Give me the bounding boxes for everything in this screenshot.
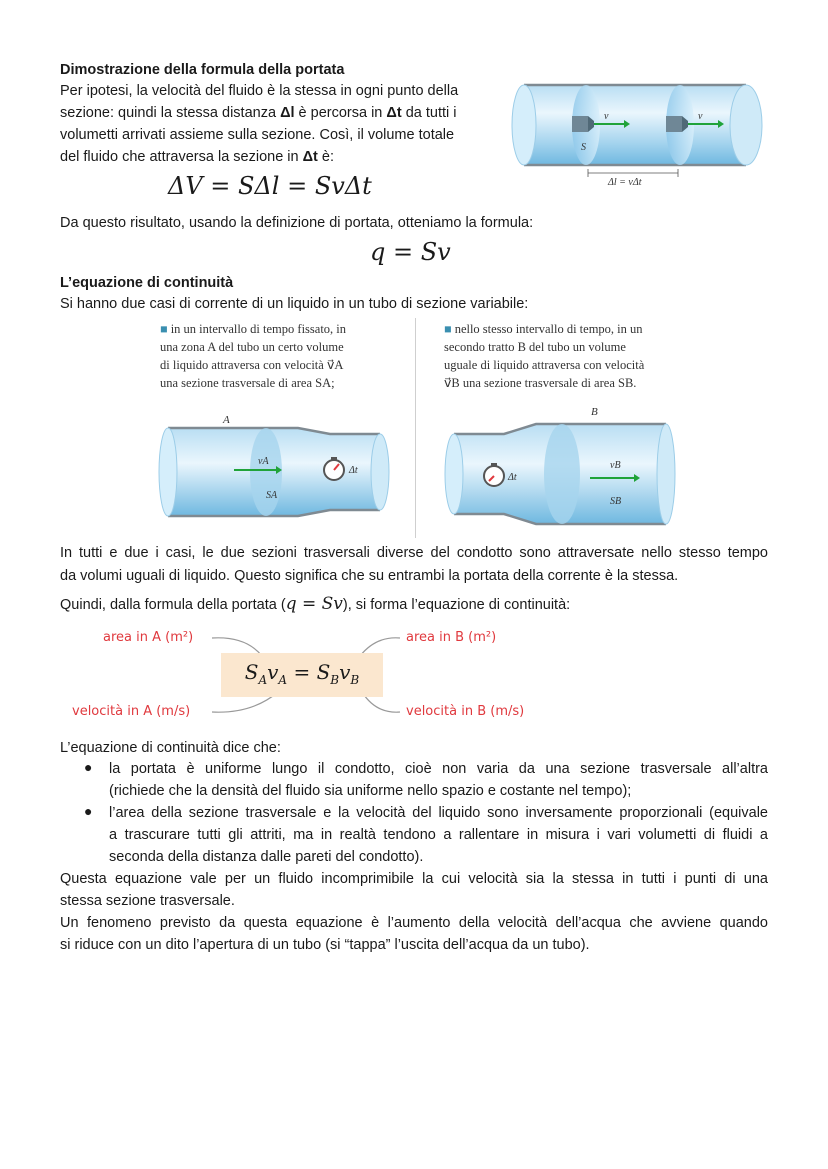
delta-t-b-label: Δt [508, 472, 517, 483]
bullet: ● [84, 759, 93, 775]
paragraph-line: L’equazione di continuità dice che: [60, 740, 281, 756]
fluid-volume-icon [666, 116, 682, 132]
area-b-caption: area in B (m²) [406, 630, 497, 645]
area-b-label: SB [610, 496, 622, 507]
case-b-text: ■ nello stesso intervallo di tempo, in un secondo tratto B del tubo un volume uguale di liquido attraversa con velocità v⃗B una sezione trasversale di area SB. [444, 322, 645, 390]
continuity-equation: $S_Av_A = S_Bv_B$ [244, 660, 360, 687]
paragraph-line: Si hanno due casi di corrente di un liquido in un tubo di sezione variabile: [60, 296, 529, 312]
area-a-caption: area in A (m²) [103, 630, 194, 645]
area-a-label: SA [266, 490, 278, 501]
formula-flow: q = Sv [370, 238, 451, 266]
paragraph-line: sezione: quindi la stessa distanza Δl è percorsa in Δt da tutti i [60, 105, 457, 121]
bullet-line: la portata è uniforme lungo il condotto, cioè non varia da una sezione trasversale all’altra [109, 761, 768, 777]
paragraph-line: Questa equazione vale per un fluido incomprimibile la cui velocità sia la stessa in tutti i punti di una [60, 871, 768, 887]
paragraph-line: volumetti arrivati assieme sulla sezione. Così, il volume totale [60, 127, 455, 143]
paragraph-line: Da questo risultato, usando la definizione di portata, otteniamo la formula: [60, 215, 534, 231]
velocity-a-caption: velocità in A (m/s) [72, 704, 191, 719]
formula-volume: ΔV = SΔl = SvΔt [168, 172, 372, 200]
section-title-flow-proof: Dimostrazione della formula della portata [60, 62, 345, 78]
bullet-line: (richiede che la densità del fluido sia uniforme nello spazio e costante nel tempo); [109, 783, 632, 799]
distance-label: Δl = vΔt [608, 177, 642, 188]
fluid-volume-icon [572, 116, 588, 132]
paragraph-line: si riduce con un dito l’apertura di un tubo (si “tappa” l’uscita dell’acqua da un tubo). [60, 937, 590, 953]
bullet-line: a trascurare tutti gli attriti, ma in realtà tendono a rallentare in misura i vari volumetti di fluidi a [109, 827, 768, 843]
velocity-b-label: vB [610, 460, 621, 471]
paragraph-line: Quindi, dalla formula della portata (q = Sv), si forma l’equazione di continuità: [60, 594, 571, 614]
section-area-label: S [581, 142, 586, 153]
velocity-a-label: vA [258, 456, 269, 467]
delta-t-a-label: Δt [349, 465, 358, 476]
zone-b-label: B [591, 406, 598, 418]
paragraph-line: stessa sezione trasversale. [60, 893, 235, 909]
tube-figure-b [444, 420, 676, 530]
bullet: ● [84, 803, 93, 819]
bullet-line: seconda della distanza dalle pareti del condotto). [109, 849, 424, 865]
paragraph-line: In tutti e due i casi, le due sezioni trasversali diverse del condotto sono attraversate nello stesso tempo [60, 545, 768, 561]
divider [415, 318, 416, 538]
velocity-label: v [604, 111, 609, 122]
velocity-label: v [698, 111, 703, 122]
section-title-continuity: L’equazione di continuità [60, 275, 234, 291]
paragraph-line: da volumi uguali di liquido. Questo significa che su entrambi la portata della corrente è la stessa. [60, 568, 679, 584]
paragraph-line: del fluido che attraversa la sezione in Δt è: [60, 149, 335, 165]
bullet-line: l’area della sezione trasversale e la velocità del liquido sono inversamente proporzionali (equivale [109, 805, 768, 821]
paragraph-line: Un fenomeno previsto da questa equazione è l’aumento della velocità dell’acqua che avviene quando [60, 915, 768, 931]
case-a-text: ■ in un intervallo di tempo fissato, in una zona A del tubo un certo volume di liquido attraversa con velocità v⃗A una sezione trasversale di area SA; [160, 322, 347, 390]
paragraph-line: Per ipotesi, la velocità del fluido è la stessa in ogni punto della [60, 83, 459, 99]
velocity-b-caption: velocità in B (m/s) [406, 704, 525, 719]
zone-a-label: A [223, 414, 230, 426]
